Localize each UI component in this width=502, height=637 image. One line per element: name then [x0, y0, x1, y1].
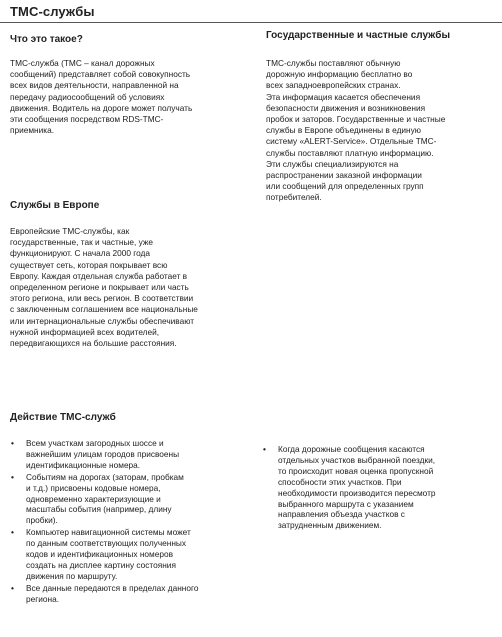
text-line: сообщений) представляет собой совокупность [10, 69, 191, 80]
title-divider [0, 22, 502, 23]
text-line: функционируют. С начала 2000 года [10, 248, 151, 259]
text-line: с заключенным соглашением все национальные [10, 304, 198, 315]
heading-europe: Службы в Европе [10, 200, 100, 211]
list-item-line: выбранного маршрута с указанием [278, 498, 414, 509]
text-line: распространении заказной информации [266, 170, 422, 181]
heading-state-private: Государственные и частные службы [266, 30, 450, 41]
action-list-right [262, 444, 436, 532]
list-item-line: движения по маршруту. [26, 570, 118, 581]
list-item-line: Все данные передаются в пределах данного [26, 582, 199, 593]
list-item-line: затрудненным движением. [278, 520, 382, 531]
list-item-line: идентификационные номера. [26, 459, 141, 470]
text-line: государственные, так и частные, уже [10, 237, 154, 248]
text-line: ТМС-служба (ТМС – канал дорожных [10, 58, 155, 68]
text-line: или сообщений для определенных групп [266, 181, 424, 192]
text-line: ТМС-службы поставляют обычную [266, 58, 401, 68]
text-line: всех западноевропейских странах. [266, 80, 401, 91]
list-item-line: Событиям на дорогах (заторам, пробкам [26, 471, 184, 482]
text-line: дорожную информацию бесплатно во [266, 69, 413, 80]
text-line: пробок и заторов. Государственные и частные [266, 114, 446, 125]
text-line: или интернациональные службы обеспечивают [10, 315, 195, 326]
text-line: передвигающихся на большие расстояния. [10, 338, 177, 349]
list-item-line: создать на дисплее картину состояния [26, 559, 176, 570]
text-line: Эта информация касается обеспечения [266, 91, 421, 102]
text-line: всех видов деятельности, направленной на [10, 80, 179, 91]
heading-what-is: Что это такое? [10, 34, 83, 45]
bullet-icon: • [11, 438, 14, 448]
text-line: передачу радиосообщений об условиях [10, 91, 165, 102]
list-item-line: направления объезда участков с [278, 509, 405, 520]
list-item-line: способности этих участков. При [278, 476, 402, 487]
list-item [10, 438, 198, 471]
text-line: службы поставляют платную информацию. [266, 147, 434, 158]
text-line: безопасности движения и возникновения [266, 102, 426, 113]
list-item-line: отдельных участков выбранной поездки, [278, 454, 436, 465]
text-line: Европу. Каждая отдельная служба работает в [10, 270, 188, 281]
list-item-line: региона. [26, 593, 60, 604]
list-item [10, 472, 198, 527]
text-line: этого региона, или весь регион. В соответствии [10, 293, 194, 304]
paragraph-state-private [266, 58, 445, 204]
list-item [10, 527, 198, 582]
text-line: нужной информацией всех водителей, [10, 326, 160, 337]
bullet-icon: • [263, 444, 266, 454]
bullet-icon: • [11, 582, 14, 593]
action-list-left [10, 438, 198, 606]
bullet-icon: • [11, 471, 14, 482]
list-item-line: Компьютер навигационной системы может [26, 527, 191, 538]
text-line: Европейские ТМС-службы, как [10, 226, 130, 236]
heading-action: Действие ТМС-служб [10, 412, 116, 423]
paragraph-what-is [10, 58, 192, 136]
list-item-line: пробки). [26, 515, 58, 526]
list-item-line: по данным соответствующих полученных [26, 538, 187, 549]
text-line: систему «ALERT-Service». Отдельные ТМС- [266, 136, 437, 147]
list-item-line: Когда дорожные сообщения касаются [278, 444, 425, 454]
paragraph-europe [10, 226, 198, 349]
list-item-line: одновременно характеризующие и [26, 493, 161, 504]
text-line: службы в Европе объединены в единую [266, 125, 421, 136]
list-item-line: кодов и идентификационных номеров [26, 549, 173, 560]
list-item-line: необходимости производится пересмотр [278, 487, 436, 498]
text-line: существует сеть, которая покрывает всю [10, 259, 168, 270]
list-item-line: и т.д.) присвоены кодовые номера, [26, 482, 161, 493]
bullet-icon: • [11, 527, 14, 538]
text-line: определенном регионе и покрывает или часть [10, 282, 189, 293]
text-line: приемника. [10, 125, 55, 136]
page-title: ТМС-службы [10, 4, 95, 19]
list-item [262, 444, 436, 531]
list-item [10, 583, 198, 605]
text-line: потребителей. [266, 192, 322, 203]
list-item-line: Всем участкам загородных шоссе и [26, 438, 164, 448]
text-line: эти сообщения посредством RDS-ТМС- [10, 114, 164, 125]
list-item-line: то происходит новая оценка пропускной [278, 465, 434, 476]
text-line: Эти службы специализируются на [266, 158, 399, 169]
list-item-line: важнейшим улицам городов присвоены [26, 448, 180, 459]
list-item-line: масштабы события (например, длину [26, 504, 172, 515]
text-line: движения. Водитель на дороге может получать [10, 102, 193, 113]
